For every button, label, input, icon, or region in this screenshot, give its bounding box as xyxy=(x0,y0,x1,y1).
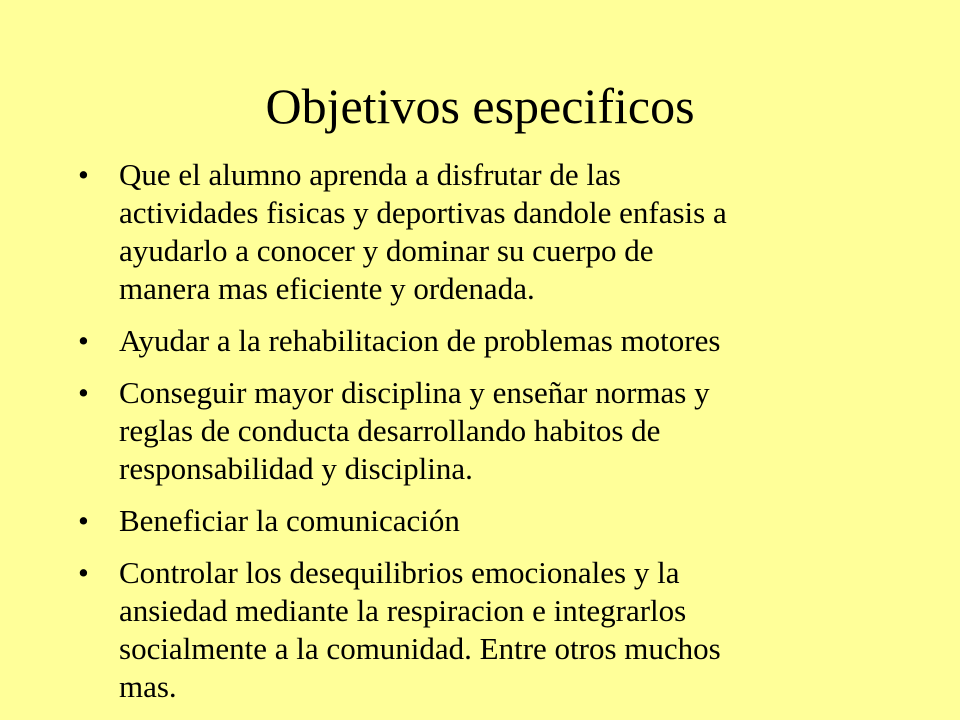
bullet-text-line: actividades fisicas y deportivas dandole enfasis a xyxy=(119,195,727,230)
bullet-dot-icon: • xyxy=(78,503,89,538)
bullet-text-line: ansiedad mediante la respiracion e integrarlos xyxy=(119,593,687,628)
bullet-item xyxy=(78,322,868,360)
bullet-item xyxy=(78,374,868,488)
bullet-item xyxy=(78,502,868,540)
bullet-text-line: Que el alumno aprenda a disfrutar de las xyxy=(119,157,621,192)
bullet-text-line: Ayudar a la rehabilitacion de problemas motores xyxy=(119,323,721,358)
bullet-text-line: mas. xyxy=(119,669,177,704)
bullet-list xyxy=(78,156,868,720)
bullet-text-line: responsabilidad y disciplina. xyxy=(119,451,473,486)
bullet-text-line: Controlar los desequilibrios emocionales y la xyxy=(119,555,680,590)
bullet-dot-icon: • xyxy=(78,157,89,192)
bullet-text-line: reglas de conducta desarrollando habitos de xyxy=(119,413,661,448)
bullet-item xyxy=(78,554,868,706)
bullet-text-line: socialmente a la comunidad. Entre otros muchos xyxy=(119,631,721,666)
bullet-text-line: manera mas eficiente y ordenada. xyxy=(119,271,535,306)
bullet-text-line: ayudarlo a conocer y dominar su cuerpo de xyxy=(119,233,654,268)
slide-title: Objetivos especificos xyxy=(265,78,695,134)
bullet-text-line: Conseguir mayor disciplina y enseñar normas y xyxy=(119,375,710,410)
bullet-dot-icon: • xyxy=(78,375,89,410)
bullet-dot-icon: • xyxy=(78,555,89,590)
bullet-dot-icon: • xyxy=(78,323,89,358)
bullet-item xyxy=(78,156,868,308)
bullet-text-line: Beneficiar la comunicación xyxy=(119,503,460,538)
